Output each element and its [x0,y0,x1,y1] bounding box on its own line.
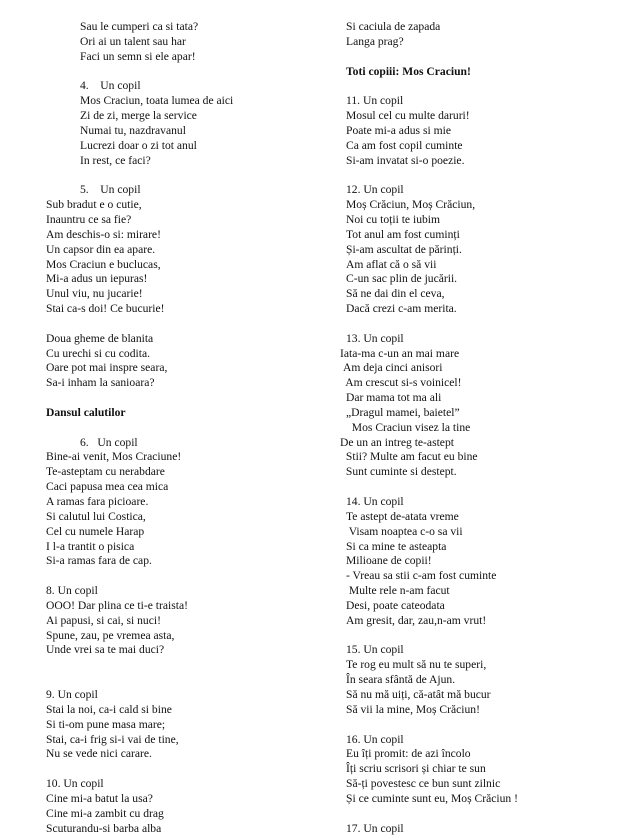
poem-line: Cel cu numele Harap [46,524,145,538]
poem-line: Și-am ascultat de părinți. [346,242,462,256]
poem-line: Cine mi-a batut la usa? [46,791,153,805]
section-heading: Dansul calutilor [46,405,126,419]
poem-line [46,317,316,332]
poem-line: Nu se vede nici carare. [46,747,152,761]
poem-line: Dacă crezi c-am merita. [346,302,457,316]
poem-line: Mos Craciun, toata lumea de aici [80,94,234,108]
poem-line: Stii? Multe am facut eu bine [343,450,478,464]
poem-line: 14. Un copil [346,495,404,508]
poem-line: Să nu mă uiți, că-atât mă bucur [346,687,491,701]
poem-line: Langa prag? [346,34,404,48]
poem-line: Îți scriu scrisori și chiar te sun [346,762,486,776]
poem-line: Să-ți povestesc ce bun sunt zilnic [346,777,501,791]
poem-line: Visam noaptea c-o sa vii [346,524,463,538]
poem-line: În seara sfântă de Ajun. [346,673,456,687]
poem-line: Si caciula de zapada [346,20,441,33]
poem-line: Am aflat că o să vii [346,257,437,271]
poem-line: 5. Un copil [80,183,141,197]
poem-line: Ai papusi, si cai, si nuci! [46,613,161,627]
poem-line: Lucrezi doar o zi tot anul [80,138,197,152]
poem-line [333,629,623,644]
poem-line: Eu îți promit: de azi încolo [346,747,471,761]
poem-line: „Dragul mamei, baietel” [346,405,460,419]
poem-line: Si-am invatat si-o poezie. [346,153,465,167]
poem-line: A ramas fara picioare. [46,495,149,508]
poem-line [333,317,623,332]
poem-line: Unul viu, nu jucarie! [46,287,143,301]
poem-line: Zi de zi, merge la service [80,109,197,123]
poem-line: Moș Crăciun, Moș Crăciun, [346,198,476,212]
poem-line: Sa-i inham la sanioara? [46,376,155,390]
poem-line: Faci un semn si ele apar! [80,49,196,63]
poem-line: 10. Un copil [46,777,104,791]
poem-line: Inauntru ce sa fie? [46,212,132,226]
poem-line [46,391,316,406]
poem-line [333,50,623,65]
poem-line: Mos Craciun visez la tine [346,420,471,434]
poem-line: Iata-ma c-un an mai mare [340,346,460,360]
poem-line: Mi-a adus un iepuras! [46,272,148,286]
poem-line: Stai ca-s doi! Ce bucurie! [46,302,165,316]
poem-line [46,569,316,584]
poem-line: 4. Un copil [80,79,141,93]
poem-line: 8. Un copil [46,584,98,598]
poem-line: Mosul cel cu multe daruri! [346,109,470,123]
poem-line: Cu urechi si cu codita. [46,346,150,360]
poem-line [46,658,316,673]
poem-line: Tot anul am fost cuminți [346,227,460,241]
poem-line: Caci papusa mea cea mica [46,480,169,494]
poem-line: Ori ai un talent sau har [80,34,186,48]
poem-line: C-un sac plin de jucării. [346,272,458,286]
poem-line [46,421,316,436]
poem-line: Sunt cuminte si destept. [343,465,457,479]
poem-line: Milioane de copii! [346,554,432,568]
poem-line: Și ce cuminte sunt eu, Moș Crăciun ! [346,791,518,805]
poem-line: Sau le cumperi ca si tata? [80,20,199,33]
poem-line: Desi, poate cateodata [346,598,445,612]
poem-line: OOO! Dar plina ce ti-e traista! [46,598,188,612]
section-heading: Toti copiii: Mos Craciun! [346,64,471,78]
poem-line: Scuturandu-si barba alba [46,821,162,835]
poem-line: Sub bradut e o cutie, [46,198,142,212]
poem-line: 16. Un copil [346,732,404,746]
poem-line [46,168,316,183]
poem-line: Un capsor din ea apare. [46,242,156,256]
poem-line: Si ti-om pune masa mare; [46,717,166,731]
poem-line: 17. Un copil [346,821,404,835]
poem-line: Unde vrei sa te mai duci? [46,643,165,657]
poem-line: Oare pot mai inspre seara, [46,361,168,375]
left-text-column [46,20,316,836]
poem-line [333,480,623,495]
poem-line: 11. Un copil [346,94,404,108]
poem-line: Doua gheme de blanita [46,331,154,345]
poem-line: De un an intreg te-astept [340,435,454,449]
poem-line: Am gresit, dar, zau,n-am vrut! [346,613,487,627]
poem-line: Am deja cinci anisori [343,361,443,375]
poem-line: Stai la noi, ca-i cald si bine [46,702,172,716]
poem-line: Poate mi-a adus si mie [346,123,451,137]
poem-line: 13. Un copil [346,331,404,345]
poem-line: Să ne dai din el ceva, [346,287,445,301]
poem-line: Să vii la mine, Moș Crăciun! [346,702,480,716]
poem-line: Bine-ai venit, Mos Craciune! [46,450,182,464]
poem-line [46,65,316,80]
poem-line: Stai, ca-i frig si-i vai de tine, [46,732,179,746]
poem-line: Cine mi-a zambit cu drag [46,806,164,820]
poem-line: 9. Un copil [46,687,98,701]
poem-line: I l-a trantit o pisica [46,539,135,553]
poem-line [333,807,623,822]
poem-line: Am crescut si-s voinicel! [343,376,462,390]
poem-line [46,673,316,688]
right-text-column [333,20,623,836]
poem-line: Te astept de-atata vreme [346,509,459,523]
poem-line: Noi cu toții te iubim [346,212,441,226]
poem-line: Si calutul lui Costica, [46,509,146,523]
poem-line: Multe rele n-am facut [346,584,450,598]
poem-line: Numai tu, nazdravanul [80,123,186,137]
poem-line: In rest, ce faci? [80,153,151,167]
poem-line [333,168,623,183]
poem-line [333,79,623,94]
poem-line: 15. Un copil [346,643,404,657]
poem-line: Si ca mine te asteapta [346,539,447,553]
poem-line: Si-a ramas fara de cap. [46,554,152,568]
poem-line: Spune, zau, pe vremea asta, [46,628,175,642]
poem-line: Mos Craciun e buclucas, [46,257,161,271]
poem-line [46,762,316,777]
poem-line: Dar mama tot ma ali [346,391,442,405]
poem-line: Ca am fost copil cuminte [346,138,463,152]
poem-line: 12. Un copil [346,183,404,197]
poem-line: Te-asteptam cu nerabdare [46,465,165,479]
poem-line [333,718,623,733]
poem-line: Am deschis-o si: mirare! [46,227,161,241]
poem-line: 6. Un copil [80,435,138,449]
poem-line: Te rog eu mult să nu te superi, [346,658,487,672]
poem-line: - Vreau sa stii c-am fost cuminte [346,569,497,583]
